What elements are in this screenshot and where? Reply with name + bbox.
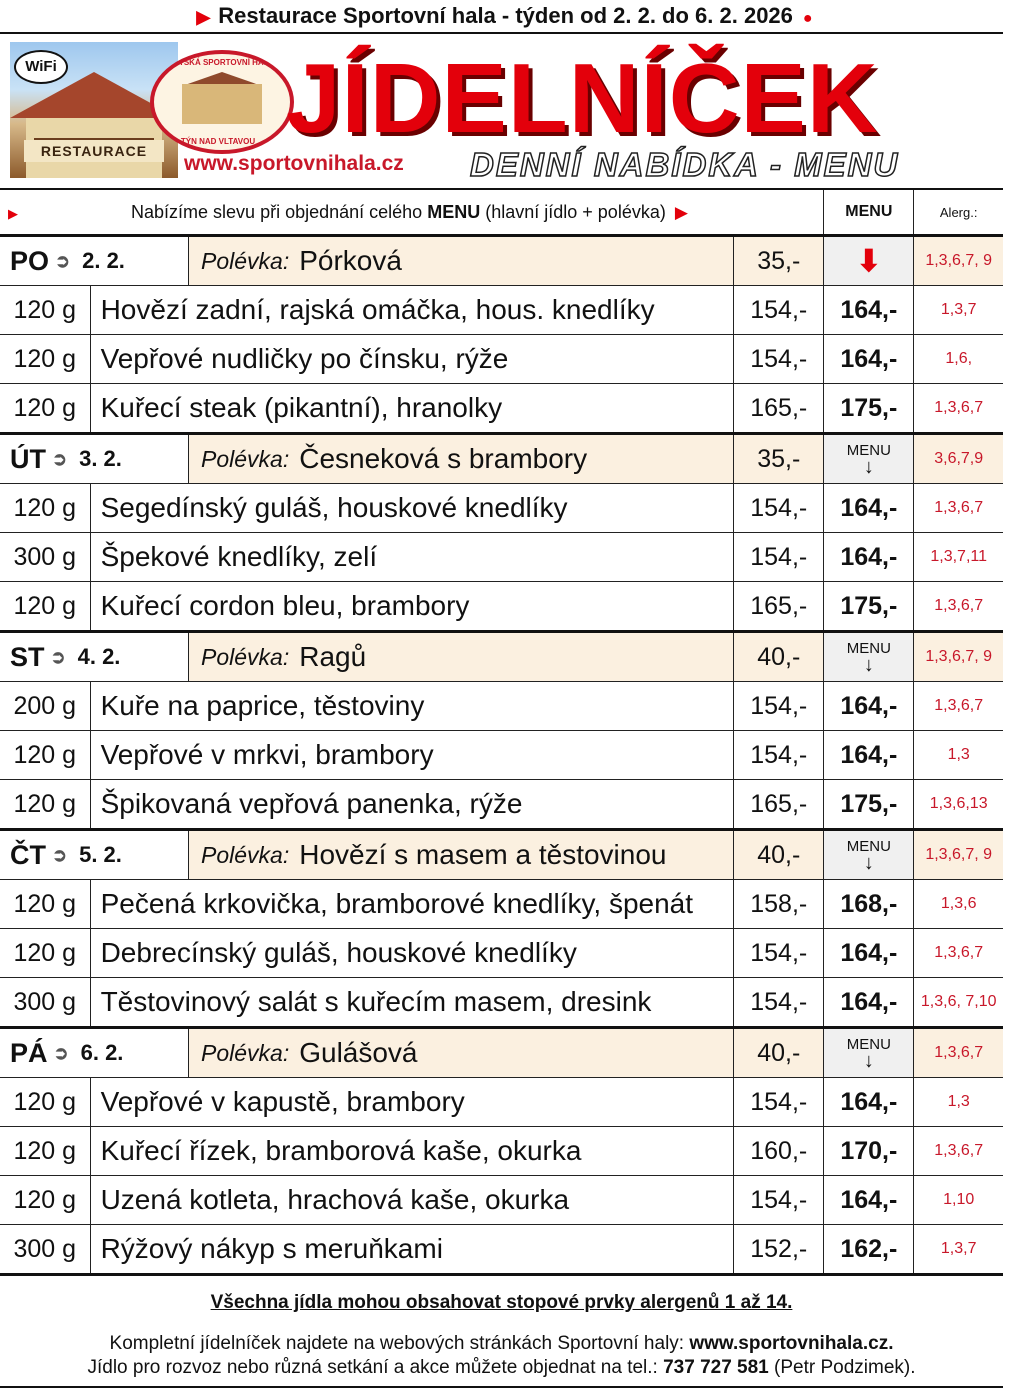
arrow-down-icon: ↓ (863, 1050, 874, 1072)
arrow-right-icon: ➲ (52, 844, 68, 865)
badge-top-text: MĚSTSKÁ SPORTOVNÍ HALA (161, 58, 275, 67)
meal-allergens: 1,3,6 (940, 895, 977, 912)
footer-phone-text: Jídlo pro rozvoz nebo různá setkání a akce můžete objednat na tel.: (87, 1357, 658, 1378)
meal-row (0, 582, 1003, 632)
meal-allergens: 1,3,7 (940, 301, 977, 318)
wifi-icon: WiFi (14, 50, 68, 84)
day-date: 2. 2. (82, 248, 125, 273)
meal-menu-price: 164,- (824, 335, 914, 384)
meal-weight: 120 g (0, 335, 90, 384)
play-triangle-icon: ▶ (674, 202, 688, 222)
soup-allergens: 1,3,6,7, 9 (914, 632, 1003, 682)
meal-row (0, 533, 1003, 582)
table-header-row (0, 190, 1003, 236)
meal-allergens: 1,6, (945, 350, 973, 367)
soup-label: Polévka: (201, 841, 290, 868)
soup-row (0, 434, 1003, 484)
brand-subtitle: DENNÍ NABÍDKA - MENU (470, 146, 900, 183)
red-down-arrow-icon: ⬇ (824, 236, 914, 286)
meal-price: 154,- (734, 1176, 824, 1225)
menu-indicator (824, 434, 914, 484)
meal-row (0, 1078, 1003, 1127)
soup-cell (189, 1029, 418, 1077)
arrow-right-icon: ➲ (55, 250, 71, 271)
meal-row (0, 1176, 1003, 1225)
soup-day-wrap (0, 434, 734, 484)
day-cell (0, 633, 189, 681)
meal-weight: 120 g (0, 484, 90, 533)
meal-price: 154,- (734, 731, 824, 780)
meal-weight: 120 g (0, 1176, 90, 1225)
badge-bottom-text: TÝN NAD VLTAVOU (180, 137, 256, 146)
meal-allergens: 1,3,6,7 (934, 944, 984, 961)
soup-day-flex (0, 831, 733, 879)
day-cell (0, 237, 189, 285)
meal-menu-price: 164,- (824, 533, 914, 582)
meal-name: Těstovinový salát s kuřecím masem, dresink (90, 978, 734, 1028)
soup-row (0, 632, 1003, 682)
meal-weight: 120 g (0, 880, 90, 929)
day-name: ST (10, 641, 45, 672)
meal-menu-price: 164,- (824, 286, 914, 335)
meal-weight: 120 g (0, 929, 90, 978)
arrow-down-icon: ↓ (863, 654, 874, 676)
meal-row (0, 335, 1003, 384)
day-name: PO (10, 245, 50, 276)
soup-row (0, 1028, 1003, 1078)
meal-price: 152,- (734, 1225, 824, 1275)
meal-name: Kuřecí řízek, bramborová kaše, okurka (90, 1127, 734, 1176)
meal-row (0, 731, 1003, 780)
meal-menu-price: 168,- (824, 880, 914, 929)
soup-price: 35,- (734, 236, 824, 286)
arrow-right-icon: ➲ (53, 1042, 69, 1063)
arrow-down-icon: ↓ (863, 852, 874, 874)
meal-menu-price: 175,- (824, 384, 914, 434)
soup-name: Hovězí s masem a těstovinou (299, 839, 667, 870)
meal-weight: 300 g (0, 1225, 90, 1275)
meal-allergens: 1,3,6,7 (934, 499, 984, 516)
soup-name: Česneková s brambory (299, 443, 588, 474)
menu-label: MENU (846, 442, 891, 459)
meal-menu-price: 164,- (824, 978, 914, 1028)
footer-website-text: Kompletní jídelníček najdete na webových stránkách Sportovní haly: (109, 1333, 685, 1354)
meal-price: 154,- (734, 682, 824, 731)
soup-cell (189, 237, 402, 285)
day-cell (0, 435, 189, 483)
day-name: ÚT (10, 443, 46, 474)
meal-price: 154,- (734, 484, 824, 533)
meal-menu-price: 164,- (824, 1078, 914, 1127)
meal-allergens: 1,3,6,13 (929, 795, 988, 812)
menu-label: MENU (846, 640, 891, 657)
day-name: PÁ (10, 1037, 48, 1068)
meal-name: Debrecínský guláš, houskové knedlíky (90, 929, 734, 978)
menu-table-body (0, 190, 1003, 1275)
meal-weight: 120 g (0, 731, 90, 780)
meal-menu-price: 164,- (824, 1176, 914, 1225)
day-date: 3. 2. (79, 446, 122, 471)
day-cell (0, 1029, 189, 1077)
meal-allergens: 1,3,7 (940, 1240, 977, 1257)
soup-day-wrap (0, 632, 734, 682)
red-dot-icon: ● (802, 10, 813, 27)
meal-allergens: 1,3,6, 7,10 (920, 993, 997, 1010)
brand-title: JÍDELNÍČEK (286, 43, 879, 153)
meal-row (0, 1127, 1003, 1176)
meal-row (0, 682, 1003, 731)
arrow-right-icon: ➲ (50, 646, 66, 667)
meal-weight: 120 g (0, 286, 90, 335)
meal-price: 154,- (734, 1078, 824, 1127)
soup-name: Gulášová (299, 1037, 418, 1068)
soup-price: 40,- (734, 830, 824, 880)
photo-sign: RESTAURACE (24, 140, 164, 162)
meal-row (0, 286, 1003, 335)
soup-name: Pórková (299, 245, 402, 276)
meal-weight: 300 g (0, 978, 90, 1028)
meal-name: Špikovaná vepřová panenka, rýže (90, 780, 734, 830)
footer-website-line (0, 1333, 1003, 1355)
soup-cell (189, 831, 667, 879)
meal-menu-price: 164,- (824, 731, 914, 780)
meal-name: Segedínský guláš, houskové knedlíky (90, 484, 734, 533)
soup-name: Ragů (299, 641, 367, 672)
footer-phone-number[interactable]: 737 727 581 (663, 1357, 769, 1378)
soup-label: Polévka: (201, 1039, 290, 1066)
meal-name: Vepřové nudličky po čínsku, rýže (90, 335, 734, 384)
meal-row (0, 929, 1003, 978)
meal-price: 154,- (734, 286, 824, 335)
meal-price: 154,- (734, 335, 824, 384)
meal-row (0, 880, 1003, 929)
meal-name: Špekové knedlíky, zelí (90, 533, 734, 582)
meal-allergens: 1,3,7,11 (930, 548, 987, 565)
menu-indicator (824, 830, 914, 880)
footer-website-link[interactable]: www.sportovnihala.cz. (689, 1333, 894, 1354)
soup-cell (189, 435, 587, 483)
footer-divider (0, 1386, 1003, 1388)
meal-weight: 300 g (0, 533, 90, 582)
soup-row (0, 830, 1003, 880)
page-top-title (0, 0, 1009, 32)
meal-allergens: 1,3,6,7 (934, 1142, 984, 1159)
meal-price: 160,- (734, 1127, 824, 1176)
soup-label: Polévka: (201, 247, 290, 274)
restaurant-week-title: Restaurace Sportovní hala - týden od 2. 2. do 6. 2. 2026 (218, 3, 793, 28)
meal-weight: 200 g (0, 682, 90, 731)
menu-column-header: MENU (824, 190, 914, 236)
play-triangle-icon: ▶ (196, 7, 211, 27)
soup-allergens: 1,3,6,7, 9 (914, 830, 1003, 880)
soup-day-wrap (0, 830, 734, 880)
meal-name: Vepřové v kapustě, brambory (90, 1078, 734, 1127)
meal-allergens: 1,3 (947, 746, 970, 763)
day-date: 4. 2. (77, 644, 121, 669)
meal-weight: 120 g (0, 780, 90, 830)
soup-price: 35,- (734, 434, 824, 484)
soup-day-flex (0, 1029, 733, 1077)
promo-text-pre: Nabízíme slevu při objednání celého (131, 201, 423, 222)
meal-menu-price: 164,- (824, 929, 914, 978)
meal-menu-price: 175,- (824, 780, 914, 830)
meal-weight: 120 g (0, 384, 90, 434)
meal-price: 165,- (734, 780, 824, 830)
meal-allergens: 1,10 (943, 1191, 975, 1208)
weekly-menu-table (0, 190, 1003, 1276)
meal-price: 154,- (734, 533, 824, 582)
day-name: ČT (10, 839, 46, 870)
meal-name: Kuřecí steak (pikantní), hranolky (90, 384, 734, 434)
website-link[interactable]: www.sportovnihala.cz (184, 152, 404, 175)
meal-row (0, 978, 1003, 1028)
allergen-note: Všechna jídla mohou obsahovat stopové prvky alergenů 1 až 14. (210, 1292, 793, 1313)
meal-menu-price: 162,- (824, 1225, 914, 1275)
menu-indicator (824, 632, 914, 682)
meal-price: 154,- (734, 978, 824, 1028)
soup-label: Polévka: (201, 445, 290, 472)
meal-menu-price: 175,- (824, 582, 914, 632)
meal-allergens: 1,3,6,7 (934, 399, 984, 416)
meal-menu-price: 170,- (824, 1127, 914, 1176)
play-triangle-icon: ▶ (8, 205, 18, 221)
footer-phone-line (0, 1357, 1003, 1379)
meal-allergens: 1,3,6,7 (934, 597, 984, 614)
promo-cell (0, 190, 824, 236)
meal-weight: 120 g (0, 1127, 90, 1176)
meal-price: 158,- (734, 880, 824, 929)
meal-row (0, 1225, 1003, 1275)
meal-allergens: 1,3,6,7 (934, 697, 984, 714)
soup-allergens: 1,3,6,7, 9 (914, 236, 1003, 286)
day-date: 5. 2. (79, 842, 122, 867)
day-cell (0, 831, 189, 879)
soup-allergens: 3,6,7,9 (914, 434, 1003, 484)
meal-price: 154,- (734, 929, 824, 978)
meal-name: Kuřecí cordon bleu, brambory (90, 582, 734, 632)
soup-day-flex (0, 237, 733, 285)
meal-allergens: 1,3 (947, 1093, 970, 1110)
soup-day-wrap (0, 1028, 734, 1078)
menu-label: MENU (846, 1036, 891, 1053)
menu-indicator (824, 1028, 914, 1078)
meal-menu-price: 164,- (824, 682, 914, 731)
soup-cell (189, 633, 366, 681)
soup-row (0, 236, 1003, 286)
meal-weight: 120 g (0, 582, 90, 632)
soup-day-flex (0, 633, 733, 681)
meal-name: Pečená krkovička, bramborové knedlíky, špenát (90, 880, 734, 929)
allergen-column-header: Alerg.: (914, 190, 1003, 236)
menu-label: MENU (846, 838, 891, 855)
arrow-down-icon: ↓ (863, 456, 874, 478)
meal-price: 165,- (734, 384, 824, 434)
promo-text-menu: MENU (427, 201, 481, 222)
meal-menu-price: 164,- (824, 484, 914, 533)
meal-row (0, 484, 1003, 533)
meal-row (0, 780, 1003, 830)
soup-day-wrap (0, 236, 734, 286)
meal-name: Rýžový nákyp s meruňkami (90, 1225, 734, 1275)
meal-name: Vepřové v mrkvi, brambory (90, 731, 734, 780)
meal-price: 165,- (734, 582, 824, 632)
soup-label: Polévka: (201, 643, 290, 670)
footer-phone-contact: (Petr Podzimek). (774, 1357, 916, 1378)
meal-name: Hovězí zadní, rajská omáčka, hous. knedlíky (90, 286, 734, 335)
meal-name: Kuře na paprice, těstoviny (90, 682, 734, 731)
meal-name: Uzená kotleta, hrachová kaše, okurka (90, 1176, 734, 1225)
city-hall-logo-badge (150, 50, 294, 154)
soup-price: 40,- (734, 1028, 824, 1078)
meal-row (0, 384, 1003, 434)
soup-day-flex (0, 435, 733, 483)
meal-weight: 120 g (0, 1078, 90, 1127)
soup-allergens: 1,3,6,7 (914, 1028, 1003, 1078)
top-divider (0, 32, 1003, 34)
soup-price: 40,- (734, 632, 824, 682)
arrow-right-icon: ➲ (52, 448, 68, 469)
day-date: 6. 2. (80, 1040, 124, 1065)
badge-building (182, 84, 262, 124)
promo-text-post: (hlavní jídlo + polévka) (485, 201, 666, 222)
